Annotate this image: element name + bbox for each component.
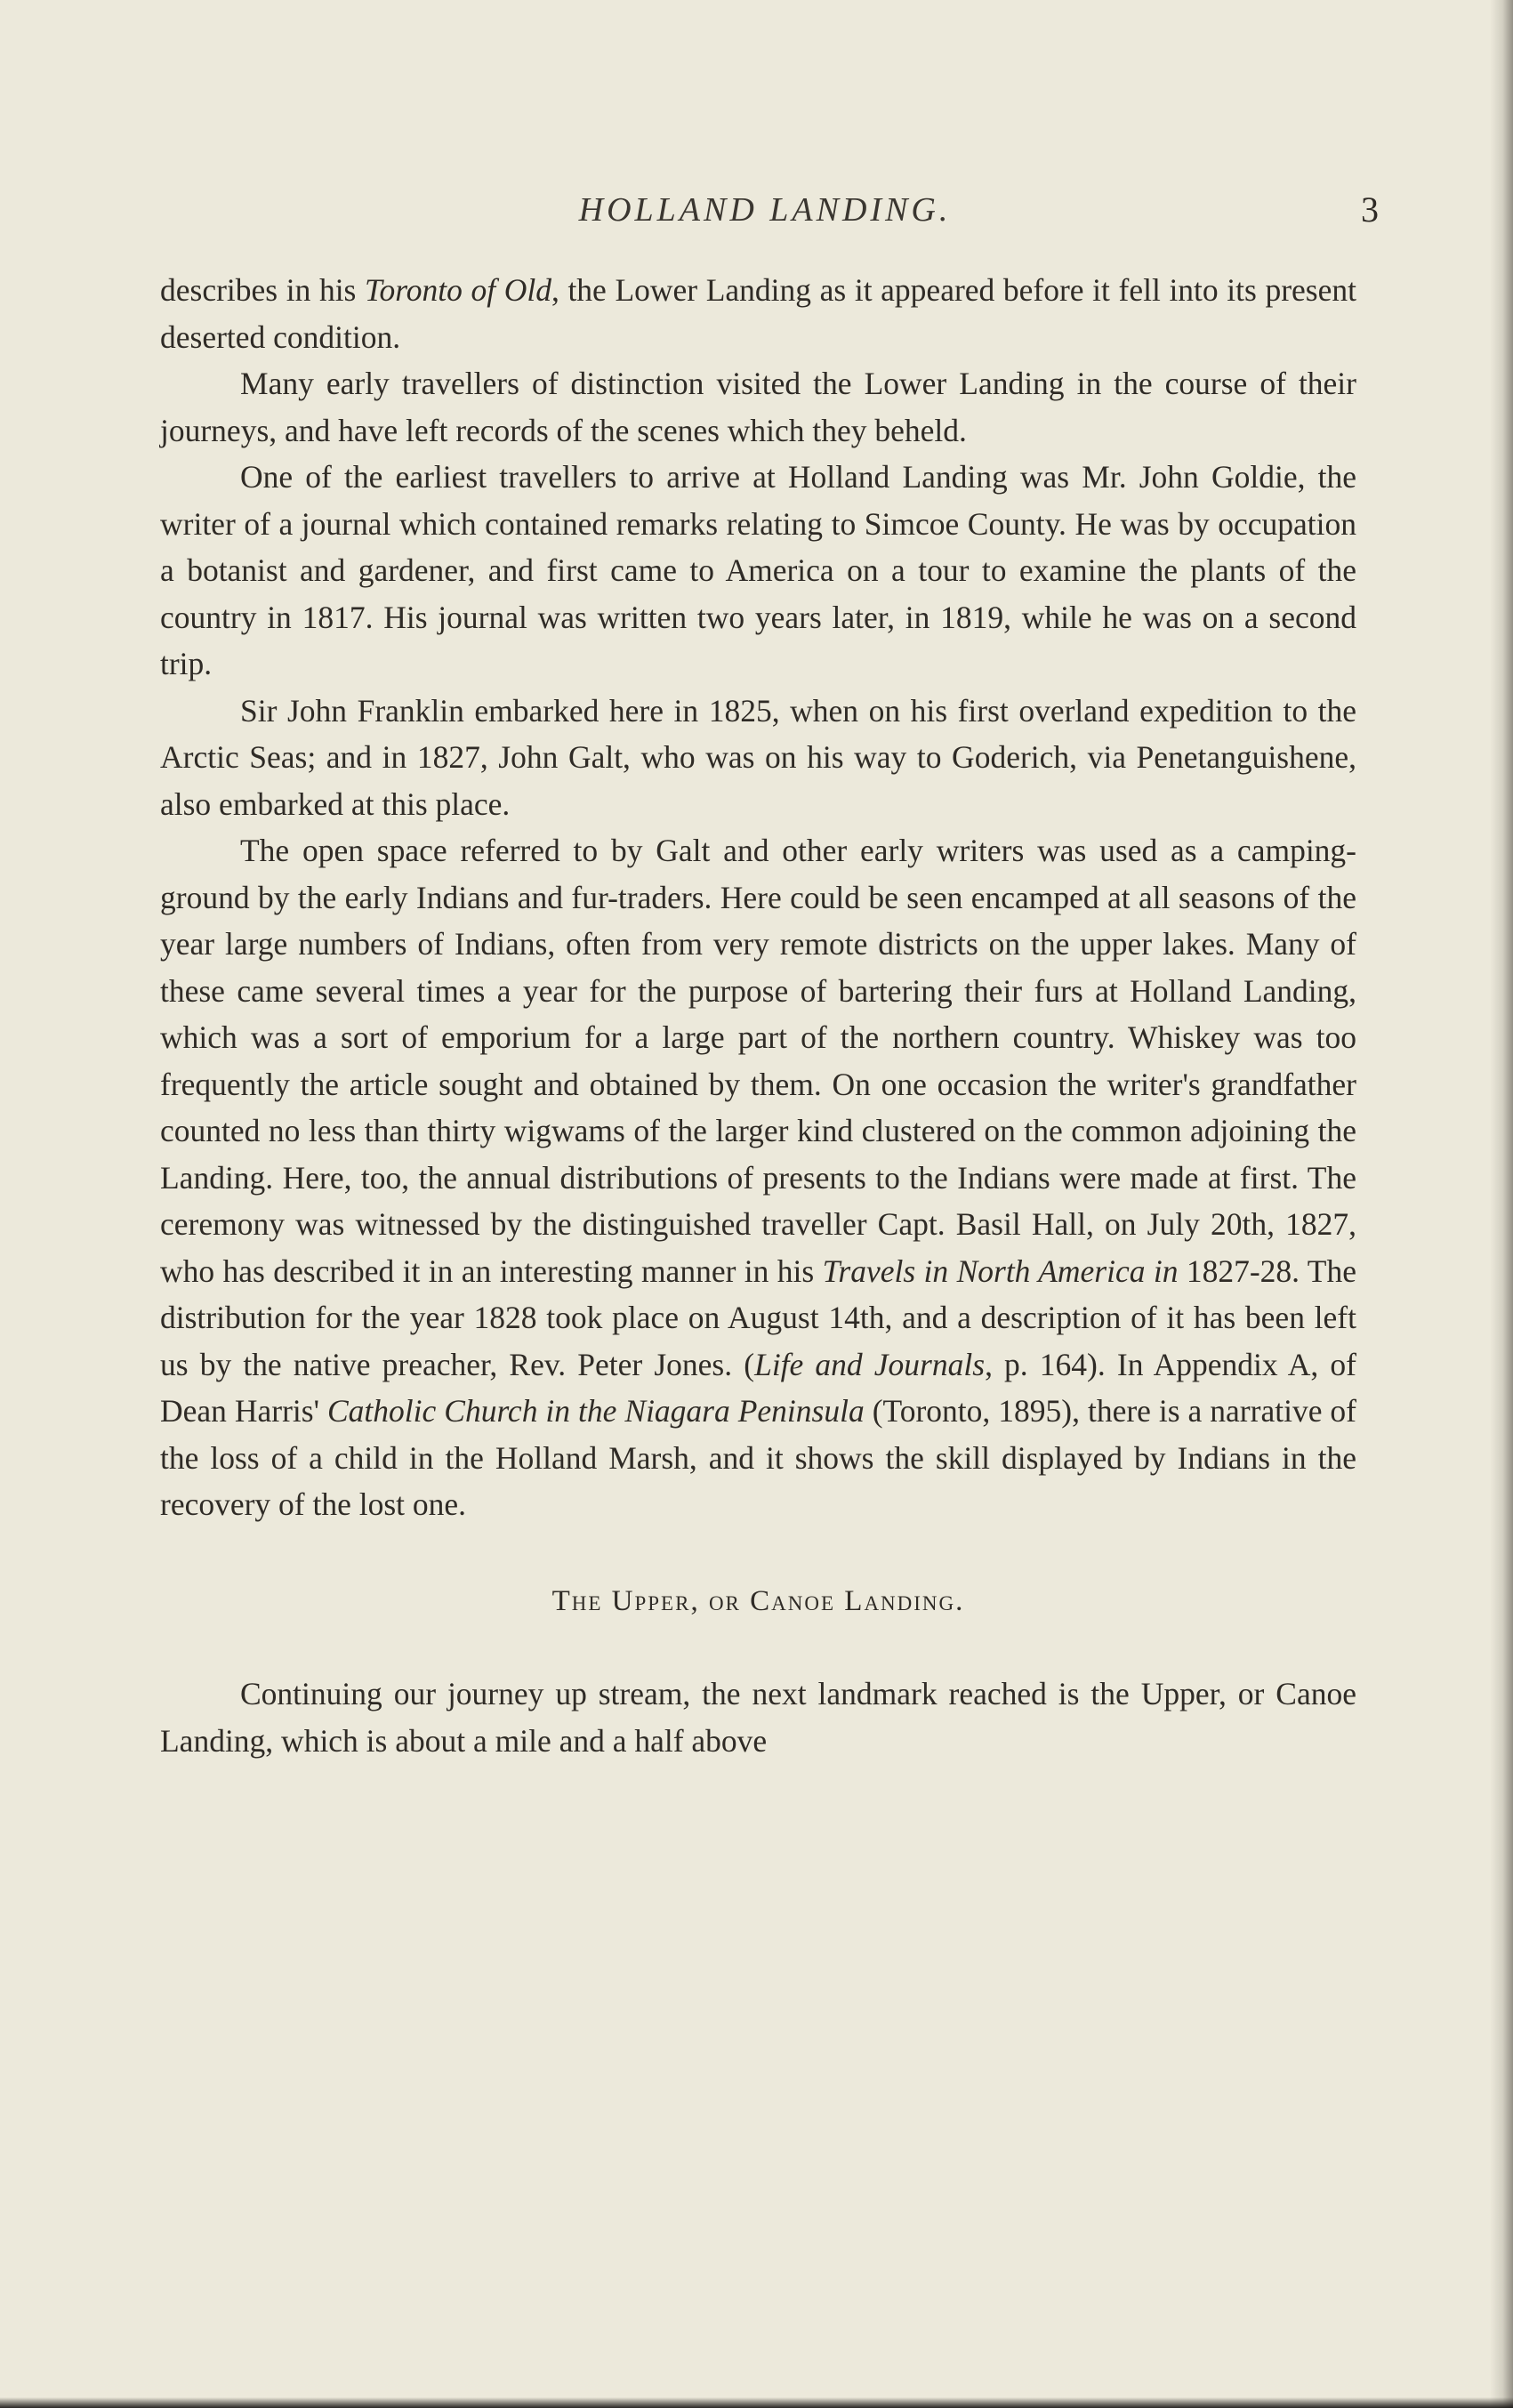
italic-text: Life and Journals (754, 1346, 986, 1382)
page-number: 3 (1361, 189, 1379, 230)
text-run: (Toronto, 1895), there is a narrative of the loss of a child in the Holland Marsh, and it shows the skill displayed by Indians in the recovery of the lost one. (160, 1393, 1357, 1522)
section-heading: The Upper, or Canoe Landing. (551, 1584, 965, 1617)
running-title: HOLLAND LANDING. (578, 191, 952, 229)
italic-text: Catholic Church in the Niagara Peninsula (327, 1393, 865, 1429)
final-paragraph (160, 1671, 1356, 1764)
text-run: Many early travellers of distinction visited the Lower Landing in the course of their journeys, and have left records of the scenes which they beheld. (160, 366, 1356, 448)
text-run: Sir John Franklin embarked here in 1825, when on his first overland expedition to the Arctic Seas; and in 1827, John Galt, who was on his way to Goderich, via Penetanguishene, also embarked at this place. (160, 692, 1356, 822)
text-run: describes in his (160, 272, 365, 308)
italic-text: Travels in North America in (822, 1252, 1179, 1289)
text-run: Continuing our journey up stream, the next landmark reached is the Upper, or Canoe Landing, which is about a mile and a half above (160, 1676, 1356, 1759)
body-text (160, 267, 1356, 1764)
paragraph (160, 360, 1356, 454)
page-edge-shadow (1490, 0, 1513, 2408)
paragraph (160, 827, 1356, 1528)
page-bottom-edge (0, 2397, 1513, 2408)
italic-text: Toronto of Old (365, 272, 551, 308)
paragraph (160, 454, 1356, 688)
text-run: , p. 164). In Appendix A, of Dean Harris' (160, 1346, 1356, 1429)
paragraph (160, 267, 1356, 360)
text-run: 1827-28. The distribution for the year 1828 took place on August 14th, and a description of it has been left us by the native preacher, Rev. Peter Jones. ( (160, 1252, 1356, 1382)
text-run: , the Lower Landing as it appeared before it fell into its present deserted condition. (160, 272, 1356, 355)
text-run: The open space referred to by Galt and other early writers was used as a camping-ground by the early Indians and fur-traders. Here could be seen encamped at all seasons of the year large numbers of Indians, often from very remote districts on the upper lakes. Many of these came several times a year for the purpose of bartering their furs at Holland Landing, which was a sort of emporium for a large part of the northern country. Whiskey was too frequently the article sought and obtained by them. On one occasion the writer's grandfather counted no less than thirty wigwams of the larger kind clustered on the common adjoining the Landing. Here, too, the annual distributions of presents to the Indians were made at first. The ceremony was witnessed by the distinguished traveller Capt. Basil Hall, on July 20th, 1827, who has described it in an interesting manner in his (160, 833, 1356, 1289)
text-run: One of the earliest travellers to arrive at Holland Landing was Mr. John Goldie, the writer of a journal which contained remarks relating to Simcoe County. He was by occupation a botanist and gardener, and first came to America on a tour to examine the plants of the country in 1817. His journal was written two years later, in 1819, while he was on a second trip. (160, 459, 1356, 681)
running-head (160, 189, 1379, 244)
paragraph (160, 688, 1356, 828)
